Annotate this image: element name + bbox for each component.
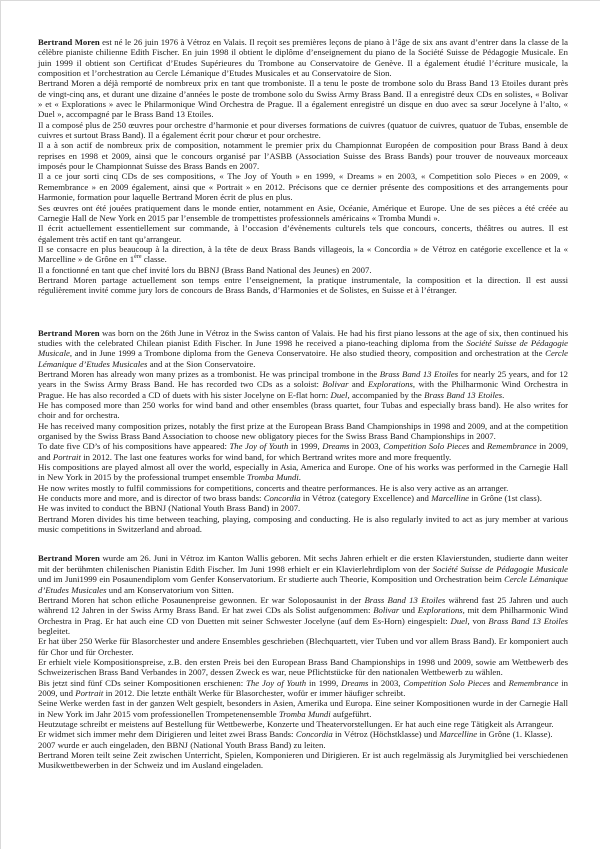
text-run: Il a à son actif de nombreux prix de composition, notamment le premier prix du Championnat Européen de composition pour Brass Band à deux reprises en 1998 et 2009, ainsi que le concours organisé par l’ASBB (Association Suisse des Brass Bands) pour trouver de nouveaux morceaux imposés pour le Championnat Suisse des Brass Bands en 2007. bbox=[38, 140, 568, 172]
text-run: Heutzutage schreibt er meistens auf Bestellung für Wettbewerbe, Konzerte und Theatervorstellungen. Er hat auch eine rege Tätigkeit als Arrangeur. bbox=[38, 718, 554, 729]
text-run: Tromba Mundi bbox=[247, 472, 299, 483]
text-run: . bbox=[298, 472, 301, 483]
paragraph bbox=[38, 483, 568, 493]
text-run: and bbox=[348, 379, 368, 390]
text-run: Portrait bbox=[52, 451, 81, 462]
text-run: Il a ce jour sorti cinq CDs de ses compositions, « The Joy of Youth » en 1999, « Dreams » en 2003, « Competition solo Pieces » en 2009, « Remembrance » en 2009 également, ainsi que « Portrait » en 2012. Précisons que ce dernier présente des compositions et des arrangements pour Harmonie, formation pour laquelle Bertrand Moren écrit de plus en plus. bbox=[38, 171, 568, 203]
text-run: wurde am 26. Juni in Vétroz im Kanton Wallis geboren. Mit sechs Jahren erhielt er die ersten Klavierstunden, studierte dann weiter mit der berühmten chilenischen Pianistin Edith Fischer. Im Juni 1998 erhielt er ein Klavierlehrdiplom von der bbox=[38, 553, 568, 574]
text-run: and bbox=[490, 677, 509, 688]
text-run: Il se consacre en plus beaucoup à la direction, à la tête de deux Brass Bands villageois, la « Concordia » de Vétroz en catégorie excellence et la « Marcelline » de Grône en 1 bbox=[38, 243, 568, 265]
paragraph bbox=[38, 740, 568, 750]
text-run: 2007 wurde er auch eingeladen, den BBNJ (National Youth Brass Band) zu leiten. bbox=[38, 739, 326, 750]
text-run: for nearly 25 years, and for 12 years in the Swiss Army Brass Band. He has recorded two CDs as a soloist: bbox=[38, 368, 569, 390]
text-run: Marcelline bbox=[439, 729, 478, 740]
text-run: Explorations bbox=[417, 605, 463, 616]
text-run: Concordia bbox=[295, 729, 333, 740]
text-run: He now writes mostly to fulfil commissions for competitions, concerts and theatre performances. He is also very active as an arranger. bbox=[38, 482, 509, 493]
paragraph bbox=[38, 698, 568, 719]
text-run: Remembrance bbox=[508, 677, 559, 688]
text-run: Bertrand Moren bbox=[38, 327, 100, 338]
text-run: classe. bbox=[141, 254, 167, 265]
paragraph bbox=[38, 275, 568, 296]
paragraph bbox=[38, 120, 568, 141]
text-run: . bbox=[502, 389, 505, 400]
text-run: and bbox=[469, 441, 487, 452]
paragraph bbox=[38, 140, 568, 171]
text-run: Er hat über 250 Werke für Blasorchester und andere Ensembles geschrieben (Blechquartett, vier Tuben und vor allem Brass Band). Er komponiert auch für Chor und für Orchester. bbox=[38, 636, 568, 657]
text-run: Seine Werke werden fast in der ganzen Welt gespielt, besonders in Asien, Amerika und Europa. Eine seiner Kompositionen wurde in der Carnegie Hall in New York im Jahr 2015 vom professionellen Trompetenensemble bbox=[38, 698, 568, 719]
paragraph bbox=[38, 678, 568, 699]
text-run: Société Suisse de Pédagogie Musicale bbox=[432, 563, 568, 574]
text-run: He has composed more than 250 works for wind band and other ensembles (brass quartet, four Tubas and especially brass band). He also writes for choir and for orchestra. bbox=[38, 400, 568, 421]
text-run: Bertrand Moren partage actuellement son temps entre l’enseignement, la pratique instrumentale, la composition et la direction. Il est aussi régulièrement invité comme jury lors de concours de Brass Bands, d’Harmonies et de Solistes, en Suisse et à l’étranger. bbox=[38, 274, 568, 296]
paragraph bbox=[38, 400, 568, 421]
paragraph bbox=[38, 719, 568, 729]
text-run: ère bbox=[134, 254, 142, 261]
text-run: in 1999, bbox=[306, 677, 342, 688]
text-run: in Grône (1. Klasse). bbox=[477, 729, 553, 740]
text-run: Brass Band 13 Etoiles bbox=[424, 389, 503, 400]
paragraph bbox=[38, 369, 568, 400]
text-run: Explorations bbox=[367, 379, 413, 390]
paragraph bbox=[38, 421, 568, 442]
paragraph bbox=[38, 750, 568, 771]
document-page bbox=[1, 1, 600, 850]
text-run: in 2012. Die letzte enthält Werke für Blasorchester, wofür er immer häufiger schreibt. bbox=[103, 687, 406, 698]
text-run: Brass Band 13 Etoiles bbox=[488, 615, 569, 626]
text-run: Il a fonctionné en tant que chef invité lors du BBNJ (Brass Band National des Jeunes) en 2007. bbox=[38, 264, 372, 275]
text-run: He conducts more and more, and is director of two brass bands: bbox=[38, 493, 264, 504]
text-run: und bbox=[399, 605, 418, 616]
paragraph bbox=[38, 462, 568, 483]
text-run: , and in June 1999 a Trombone diploma from the Geneva Conservatoire. He also studied theory, composition and orchestration at the bbox=[69, 348, 546, 359]
text-run: Bertrand Moren hat schon etliche Posaunenpreise gewonnen. Er war Soloposaunist in der bbox=[38, 594, 365, 605]
paragraph bbox=[38, 493, 568, 503]
text-run: Bis jetzt sind fünf CDs seiner Kompositionen erschienen: bbox=[38, 677, 247, 688]
paragraph bbox=[38, 171, 568, 202]
paragraph bbox=[38, 265, 568, 275]
text-run: Bolivar bbox=[373, 605, 400, 616]
text-run: Tromba Mundi bbox=[278, 708, 331, 719]
text-run: and at the Sion Conservatoire. bbox=[147, 358, 256, 369]
text-run: was born on the 26th June in Vétroz in the Swiss canton of Valais. He had his first piano lessons at the age of six, then continued his studies with the celebrated Chilean pianist Edith Fischer. In June 1998 he received a piano-teaching diploma from the bbox=[38, 327, 568, 348]
paragraph bbox=[38, 203, 568, 224]
text-run: in 2003, bbox=[349, 441, 384, 452]
text-run: Competition Solo Pieces bbox=[403, 677, 491, 688]
paragraph bbox=[38, 78, 568, 119]
text-run: est né le 26 juin 1976 à Vétroz en Valais. Il reçoit ses premières leçons de piano à l’âge de six ans avant d’entrer dans la classe de la célèbre pianiste chilienne Edith Fischer. En juin 1998 il obtient le diplôme d’enseignement du piano de la Société Suisse de Pédagogie Musicale. En juin 1999 il obtient son Certificat d’Etudes Supérieures du Trombone au Conservatoire de Genève. Il a également étudié l’écriture musicale, la composition et l’orchestration au Cercle Lémanique d’Etudes Musicales et au Conservatoire de Sion. bbox=[38, 37, 568, 79]
text-run: To date five CD’s of his compositions have appeared: bbox=[38, 441, 230, 452]
text-run: in 2009, und bbox=[38, 677, 568, 698]
text-run: , with the Philharmonic Wind Orchestra in Prague. He has also recorded a CD of duets with his sister Jocelyne on E-flat horn: bbox=[38, 379, 568, 400]
text-block-german bbox=[38, 553, 568, 770]
text-run: in Vétroz (category Excellence) and bbox=[300, 493, 432, 504]
text-run: Dreams bbox=[341, 677, 369, 688]
text-run: Marcelline bbox=[431, 493, 470, 504]
text-run: He has received many composition prizes, notably the first prize at the European Brass Band Championships in 1998 and 2009, and at the competition organised by the Swiss Brass Band Association to choose new obligatory pieces for the Swiss Brass Band Championships in 2007. bbox=[38, 420, 568, 442]
text-run: Cercle Lémanique d’Etudes Musicales bbox=[38, 574, 569, 595]
paragraph bbox=[38, 244, 568, 265]
text-run: in Grône (1st class). bbox=[469, 493, 542, 504]
text-run: , von bbox=[467, 615, 489, 626]
text-run: Duel bbox=[330, 389, 348, 400]
paragraph bbox=[38, 636, 568, 657]
text-run: He was invited to conduct the BBNJ (National Youth Brass Band) in 2007. bbox=[38, 503, 301, 514]
paragraph bbox=[38, 223, 568, 244]
text-run: Duel bbox=[450, 615, 468, 626]
text-block-french bbox=[38, 37, 568, 296]
text-run: Il a composé plus de 250 œuvres pour orchestre d’harmonie et pour diverses formations de cuivres (quatuor de cuivres, quatuor de Tubas, ensemble de cuivres et surtout Brass Band). Il a également écrit pour chœur et pour orchestre. bbox=[38, 119, 568, 141]
text-run: , mit dem Philharmonic Wind Orchestra in Prag. Er hat auch eine CD von Duetten mit seiner Schwester Jocelyne (auf dem Es-Horn) eingespielt: bbox=[38, 605, 568, 626]
text-run: in 2003, bbox=[368, 677, 404, 688]
paragraph bbox=[38, 328, 568, 369]
text-block-english bbox=[38, 328, 568, 535]
text-run: Portrait bbox=[75, 687, 104, 698]
text-run: Dreams bbox=[322, 441, 350, 452]
text-run: Bertrand Moren bbox=[38, 37, 100, 47]
text-run: Er widmet sich immer mehr dem Dirigieren und leitet zwei Brass Bands: bbox=[38, 729, 296, 740]
text-run: Bertrand Moren teilt seine Zeit zwischen Unterricht, Spielen, Komponieren und Dirigieren. Er ist auch regelmässig als Jurymitglied bei verschiedenen Musikwettbewerben in der Schweiz und im Ausland eingeladen. bbox=[38, 750, 568, 771]
text-run: während fast 25 Jahren und auch während 12 Jahren in der Swiss Army Brass Band. Er hat zwei CDs als Solist aufgenommen: bbox=[38, 594, 569, 616]
text-run: Bertrand Moren has already won many prizes as a trombonist. He was principal trombone in the bbox=[38, 368, 380, 379]
text-run: Remembrance bbox=[486, 441, 537, 452]
paragraph bbox=[38, 657, 568, 678]
text-run: Concordia bbox=[263, 493, 301, 504]
text-run: Bertrand Moren bbox=[38, 553, 100, 564]
text-run: begleitet. bbox=[38, 625, 71, 636]
text-run: in 2012. The last one features works for wind band, for which Bertrand writes more and more frequently. bbox=[80, 451, 452, 462]
text-run: Brass Band 13 Etoiles bbox=[379, 368, 459, 379]
paragraph bbox=[38, 595, 568, 636]
paragraph bbox=[38, 553, 568, 594]
text-run: Il écrit actuellement essentiellement sur commande, à l’occasion d’évènements culturels tels que concours, concerts, théâtres ou autres. Il est également très actif en tant qu’arrangeur. bbox=[38, 223, 568, 244]
text-run: Société Suisse de Pédagogie Musicale bbox=[38, 337, 568, 359]
text-run: aufgeführt. bbox=[330, 708, 372, 719]
text-run: Bertrand Moren a déjà remporté de nombreux prix en tant que tromboniste. Il a tenu le poste de trombone solo du Brass Band 13 Etoiles durant près de vingt-cinq ans, et durant une dizaine d’années le poste de trombone solo du Swiss Army Brass Band. Il a enregistré deux CDs en solistes, « Bolivar » et « Explorations » avec le Philarmonique Wind Orchestra de Prague. Il a également enregistré un disque en duo avec sa sœur Jocelyne à l’alto, « Duel », accompagné par le Brass Band 13 Etoiles. bbox=[38, 78, 568, 120]
text-run: Er erhielt viele Kompositionspreise, z.B. den ersten Preis bei den European Brass Band Championships in 1998 und 2009, sowie am Wettbewerb des Schweizerischen Brass Band Verbandes in 2007, dessen Zweck es war, neue Pflichtstücke für den nationalen Wettbewerb zu wählen. bbox=[38, 656, 568, 678]
text-run: , accompanied by the bbox=[347, 389, 425, 400]
document-body bbox=[38, 37, 568, 771]
text-run: Cercle Lémanique d’Etudes Musicales bbox=[38, 348, 568, 369]
text-run: und am Konservatorium von Sitten. bbox=[106, 584, 234, 595]
text-run: in Vétroz (Höchstklasse) und bbox=[332, 729, 440, 740]
text-run: und im Juni1999 ein Posaunendiplom vom Genfer Konservatorium. Er studierte auch Theorie, Komposition und Orchestration beim bbox=[38, 574, 505, 585]
text-run: Bertrand Moren divides his time between teaching, playing, composing and conducting. He is also regularly invited to act as jury member at various music competitions in Switzerland and abroad. bbox=[38, 513, 568, 535]
paragraph bbox=[38, 441, 568, 462]
text-run: The Joy of Youth bbox=[246, 677, 307, 688]
text-run: Competition Solo Pieces bbox=[383, 441, 470, 452]
paragraph bbox=[38, 37, 568, 78]
text-run: in 1999, bbox=[288, 441, 323, 452]
text-run: Ses œuvres ont été jouées pratiquement dans le monde entier, notamment en Asie, Océanie, Amérique et Europe. Une de ses pièces a été créée au Carnegie Hall de New York en 2015 par l’ensemble de trompettistes professionnels américains « Tromba Mundi ». bbox=[38, 202, 568, 223]
text-run: in 2009, and bbox=[38, 441, 569, 462]
text-run: The Joy of Youth bbox=[229, 441, 289, 452]
paragraph bbox=[38, 729, 568, 739]
text-run: Bolivar bbox=[322, 379, 349, 390]
text-run: Brass Band 13 Etoiles bbox=[364, 594, 446, 605]
paragraph bbox=[38, 503, 568, 513]
text-run: His compositions are played almost all over the world, especially in Asia, America and Europe. One of his works was performed in the Carnegie Hall in New York in 2015 by the professional trumpet ensemble bbox=[38, 462, 568, 483]
paragraph bbox=[38, 514, 568, 535]
